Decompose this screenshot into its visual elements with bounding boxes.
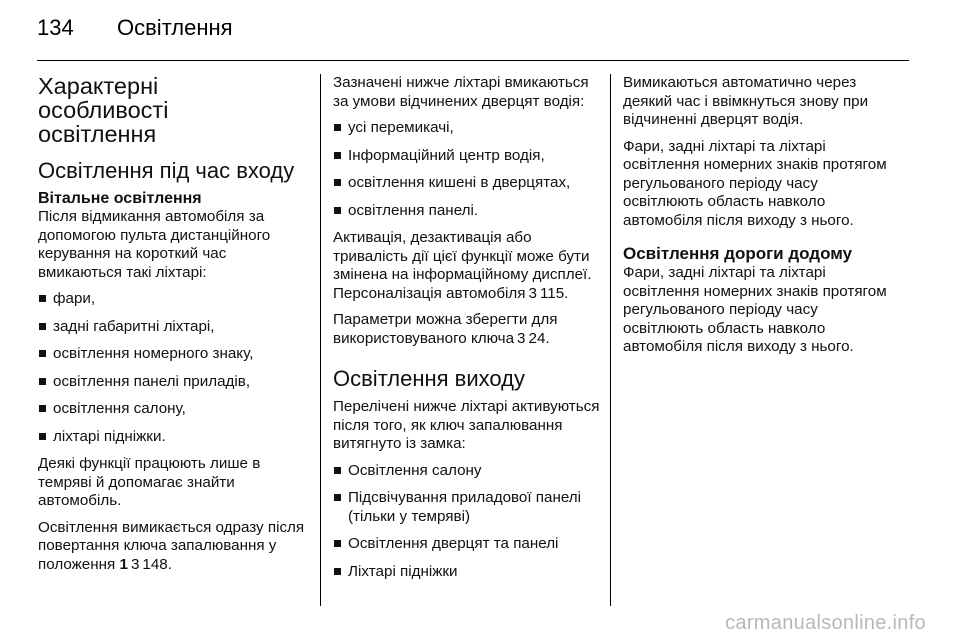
list-item: освітлення панелі. — [333, 202, 605, 221]
page-reference-link[interactable]: 115. — [539, 284, 569, 302]
key-settings-paragraph: Параметри можна зберегти для використовуваного ключа 3 24. — [333, 311, 558, 347]
list-item: Інформаційний центр водія, — [333, 147, 605, 166]
column-divider-1 — [320, 74, 321, 606]
page-reference-link[interactable]: 148. — [142, 555, 172, 573]
bullet-square-icon — [39, 350, 46, 357]
personalization-reference: Персоналізація автомобіля 3 115. — [333, 284, 569, 302]
column-1 — [38, 74, 310, 582]
list-item: Ліхтарі підніжки — [333, 563, 605, 582]
bullet-square-icon — [39, 295, 46, 302]
exit-lights-list — [333, 462, 605, 582]
column-divider-2 — [610, 74, 611, 606]
bullet-square-icon — [39, 405, 46, 412]
column-3 — [623, 74, 895, 365]
driver-door-lights-list — [333, 119, 605, 220]
auto-off-paragraph: Вимикаються автоматично через деякий час і ввімкнуться знову при відчиненні дверцят водія. — [623, 74, 869, 128]
bullet-square-icon — [334, 179, 341, 186]
welcome-lights-list — [38, 290, 310, 446]
site-watermark: carmanualsonline.info — [725, 612, 926, 634]
page-header — [37, 12, 233, 44]
list-item: освітлення номерного знаку, — [38, 345, 310, 364]
bullet-square-icon — [334, 540, 341, 547]
list-item: Підсвічування приладової панелі (тільки у темряві) — [333, 489, 605, 526]
exit-intro-paragraph: Перелічені нижче ліхтарі активуються після того, як ключ запалювання витягнуто із замка: — [333, 398, 600, 452]
list-item: усі перемикачі, — [333, 119, 605, 138]
chapter-title-line-2: особливості — [38, 97, 169, 123]
page-ref-arrow-icon: 3 — [528, 284, 537, 302]
ignition-paragraph: Освітлення вимикається одразу після повертання ключа запалювання у положення 1 3 148. — [38, 518, 305, 573]
home-lighting-paragraph: Фари, задні ліхтарі та ліхтарі освітлення номерних знаків протягом регульованого періоду часу освітлюють область навколо автомобіля після виходу з нього. — [623, 264, 887, 355]
column-2 — [333, 74, 605, 590]
page-number: 134 — [37, 15, 74, 40]
bullet-square-icon — [39, 433, 46, 440]
list-item: фари, — [38, 290, 310, 309]
home-lighting-heading: Освітлення дороги додому — [623, 244, 853, 263]
bullet-square-icon — [334, 467, 341, 474]
list-item: Освітлення дверцят та панелі — [333, 535, 605, 554]
list-item: освітлення панелі приладів, — [38, 373, 310, 392]
activation-paragraph: Активація, дезактивація або тривалість дії цієї функції може бути змінена на інформаційному дисплеї. — [333, 229, 592, 283]
list-item: ліхтарі підніжки. — [38, 428, 310, 447]
entry-lighting-heading: Освітлення під час входу — [38, 158, 295, 183]
list-item: освітлення салону, — [38, 400, 310, 419]
bullet-square-icon — [334, 207, 341, 214]
bullet-square-icon — [334, 494, 341, 501]
list-item: освітлення кишені в дверцятах, — [333, 174, 605, 193]
list-item: Освітлення салону — [333, 462, 605, 481]
driver-door-intro: Зазначені нижче ліхтарі вмикаються за умови відчинених дверцят водія: — [333, 74, 589, 110]
header-divider — [37, 60, 909, 61]
page-ref-arrow-icon: 3 — [517, 329, 526, 347]
bullet-square-icon — [334, 568, 341, 575]
exit-lights-duration-paragraph: Фари, задні ліхтарі та ліхтарі освітлення номерних знаків протягом регульованого періоду часу освітлюють область навколо автомобіля після виходу з нього. — [623, 137, 887, 229]
bullet-square-icon — [39, 378, 46, 385]
darkness-paragraph: Деякі функції працюють лише в темряві й допомагає знайти автомобіль. — [38, 455, 261, 509]
welcome-lighting-subheading: Вітальне освітлення — [38, 190, 202, 207]
header-section-title: Освітлення — [117, 15, 233, 40]
bullet-square-icon — [334, 152, 341, 159]
chapter-title-line-1: Характерні — [38, 73, 159, 99]
chapter-title-line-3: освітлення — [38, 121, 157, 147]
chapter-title — [38, 74, 310, 146]
page-reference-link[interactable]: 24. — [528, 329, 550, 347]
welcome-intro-paragraph: Після відмикання автомобіля за допомогою пульта дистанційного керування на короткий час вмикаються такі ліхтарі: — [38, 208, 271, 281]
exit-lighting-heading: Освітлення виходу — [333, 366, 525, 391]
bullet-square-icon — [334, 124, 341, 131]
page-ref-arrow-icon: 3 — [130, 555, 140, 573]
bullet-square-icon — [39, 323, 46, 330]
ignition-position: 1 — [119, 555, 128, 573]
list-item: задні габаритні ліхтарі, — [38, 318, 310, 337]
